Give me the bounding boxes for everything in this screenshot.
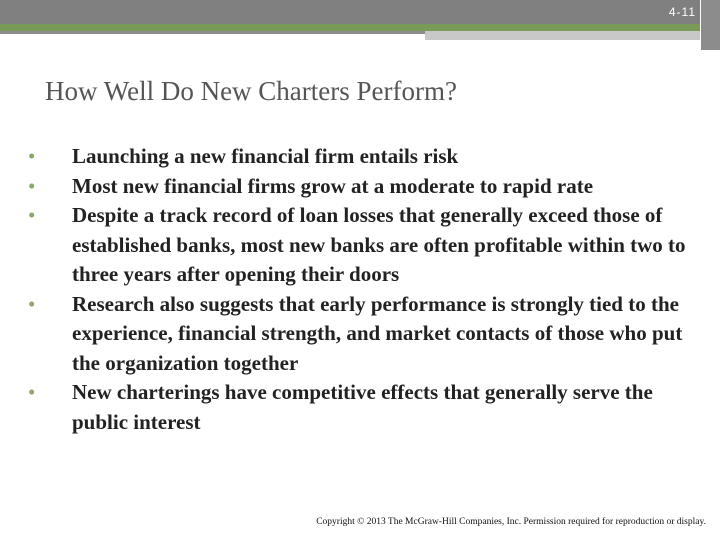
bullet-text: Research also suggests that early performance is strongly tied to the experience, financial strength, and market contacts of those who put the organization together: [72, 291, 683, 375]
bullet-dot-icon: •: [28, 173, 36, 198]
header-light-stripe: [425, 31, 700, 40]
bullet-dot-icon: •: [28, 291, 36, 316]
header-accent-stripe: [0, 24, 700, 31]
bullet-dot-icon: •: [28, 380, 36, 404]
header-divider: [700, 0, 701, 50]
copyright-footer: Copyright © 2013 The McGraw-Hill Companies, Inc. Permission required for reproduction or display.: [316, 517, 706, 527]
bullet-item: [28, 201, 688, 290]
header-corner-block: [700, 0, 720, 50]
header-band: [0, 0, 720, 24]
bullet-text: Launching a new financial firm entails risk: [72, 144, 459, 168]
slide-number: 4-11: [668, 5, 696, 19]
bullet-item: [28, 290, 688, 379]
bullet-text: Despite a track record of loan losses that generally exceed those of established banks, most new banks are often profitable within two to three years after opening their doors: [72, 203, 686, 286]
bullet-item: [28, 172, 688, 202]
bullet-text: New charterings have competitive effects that generally serve the public interest: [72, 380, 653, 434]
slide-title: How Well Do New Charters Perform?: [45, 76, 457, 106]
bullet-item: [28, 142, 688, 172]
bullet-item: [28, 378, 688, 437]
bullet-dot-icon: •: [28, 203, 36, 227]
bullet-text: Most new financial firms grow at a moderate to rapid rate: [72, 173, 594, 198]
bullet-list: [28, 142, 688, 437]
bullet-dot-icon: •: [28, 144, 36, 168]
